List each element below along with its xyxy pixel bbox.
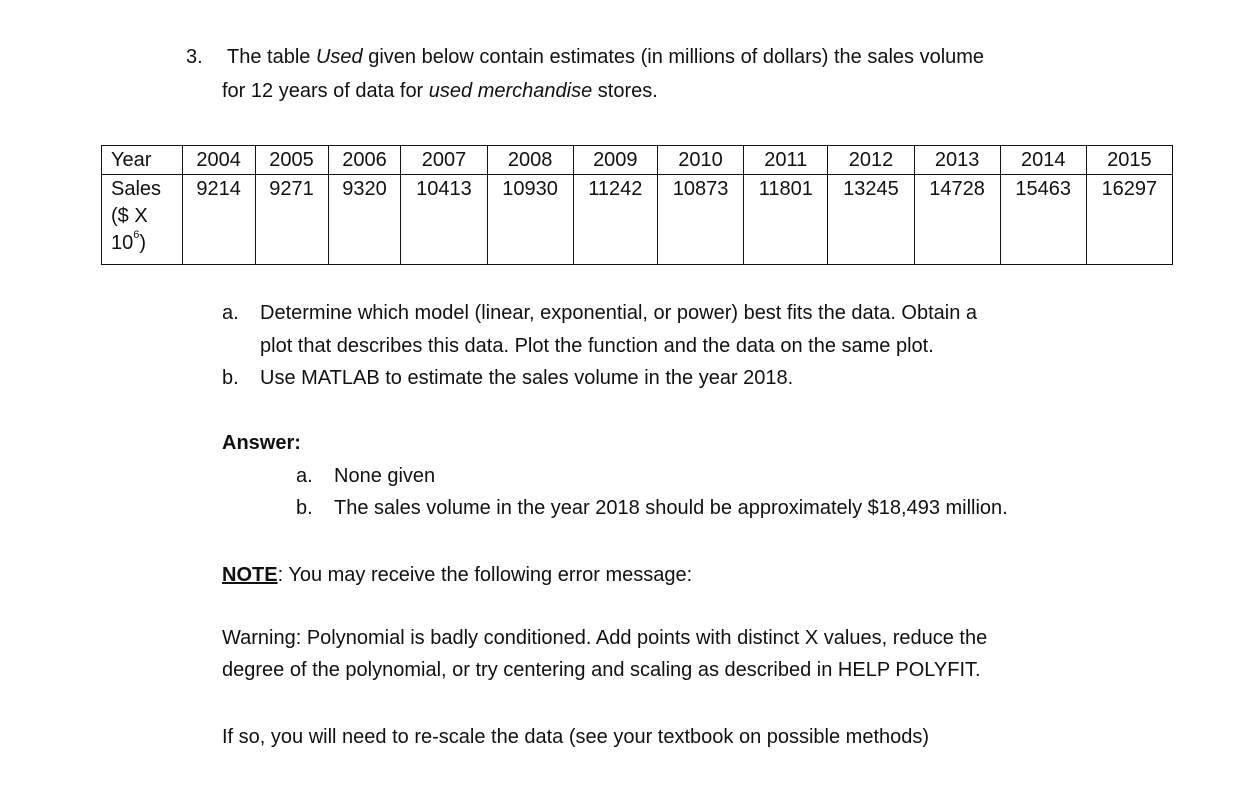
sales-cell: 16297 [1086,175,1172,265]
table-name: Used [315,46,363,68]
part-a-line-1: Determine which model (linear, exponential, or power) best fits the data. Obtain a [260,302,978,324]
sales-cell: 13245 [828,175,914,265]
sales-cell: 11801 [744,175,828,265]
year-cell: 2007 [401,146,487,175]
part-b-label: b. [222,367,239,389]
sales-unit-exponent: 6 [133,229,140,241]
part-a-line-2: plot that describes this data. Plot the function and the data on the same plot. [260,335,934,357]
year-cell: 2014 [1000,146,1086,175]
sales-header [102,175,183,265]
sales-table [101,145,1173,265]
question-text: given below contain estimates (in millions of dollars) the sales volume [362,46,985,68]
sales-cell: 9320 [328,175,401,265]
sales-label: Sales [111,178,162,200]
year-cell: 2008 [487,146,573,175]
year-cell: 2015 [1086,146,1172,175]
sales-cell: 15463 [1000,175,1086,265]
sales-cell: 9271 [255,175,328,265]
note-line [222,564,692,587]
year-cell: 2006 [328,146,401,175]
year-cell: 2011 [744,146,828,175]
year-cell: 2010 [657,146,743,175]
note-label: NOTE [222,564,278,586]
answer-a-text: None given [334,465,436,487]
sales-cell: 10873 [657,175,743,265]
year-cell: 2009 [573,146,657,175]
question-number: 3. [186,46,203,68]
question-text: The table [227,46,316,68]
sales-unit-base: 10 [111,232,134,254]
question-line-1 [227,46,984,69]
year-cell: 2004 [182,146,255,175]
sales-cell: 14728 [914,175,1000,265]
year-header: Year [102,146,183,175]
year-cell: 2013 [914,146,1000,175]
year-cell: 2005 [255,146,328,175]
answer-b-text: The sales volume in the year 2018 should be approximately $18,493 million. [334,497,1008,519]
sales-unit: ($ X [111,205,148,227]
answer-b-label: b. [296,497,313,519]
sales-unit-close: ) [139,232,147,254]
answer-heading: Answer: [222,432,301,454]
table-row-sales [102,175,1173,265]
question-text: stores. [592,80,658,102]
sales-cell: 9214 [182,175,255,265]
sales-cell: 10930 [487,175,573,265]
question-text: for 12 years of data for [222,80,429,102]
part-b-line-1: Use MATLAB to estimate the sales volume in the year 2018. [260,367,794,389]
part-a-label: a. [222,302,239,324]
warning-line-1: Warning: Polynomial is badly conditioned. Add points with distinct X values, reduce the [222,627,988,649]
warning-line-2: degree of the polynomial, or try centering and scaling as described in HELP POLYFIT. [222,659,981,681]
question-line-2 [222,80,658,103]
table-row-year [102,146,1173,175]
year-cell: 2012 [828,146,914,175]
store-type: used merchandise [428,80,593,102]
note-text: : You may receive the following error message: [277,564,693,586]
rescale-note: If so, you will need to re-scale the data (see your textbook on possible methods) [222,726,930,748]
sales-cell: 10413 [401,175,487,265]
sales-cell: 11242 [573,175,657,265]
answer-a-label: a. [296,465,313,487]
